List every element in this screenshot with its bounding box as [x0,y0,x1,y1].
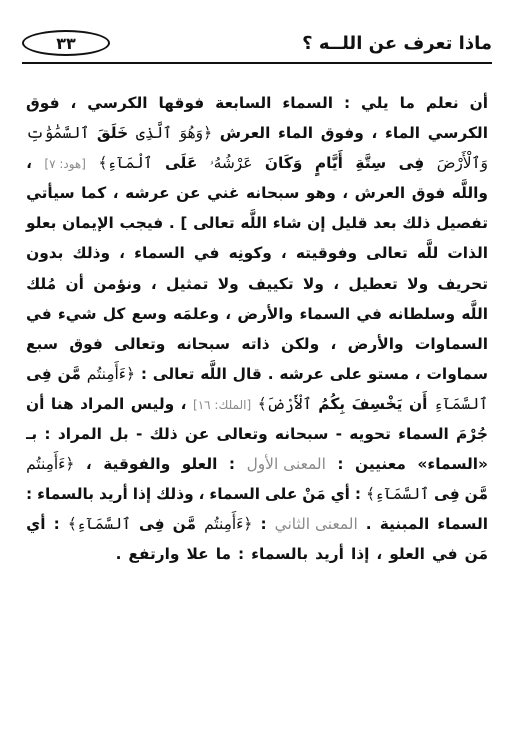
word: شاء [272,214,302,233]
word: مستو [367,364,409,383]
word: ، [26,154,32,173]
word: : [44,425,51,444]
text-line [26,118,488,148]
word: فِى [138,515,165,534]
word: السابعة [215,94,272,112]
word: : [53,515,60,534]
word: اللَّه [461,304,488,323]
word: ، [371,124,378,143]
word: ذلك [149,425,178,444]
word: بِكُمُ [318,394,346,413]
word: ] [180,214,188,233]
word: غني [207,184,240,203]
word: : [238,545,245,564]
word: : [140,364,147,383]
word: ٱلسَّمَآءِ [433,394,488,413]
word: المعنى الأول [246,455,326,474]
word: ، [119,244,126,263]
word: مُلك [26,274,57,293]
word: [هود: ٧] [44,157,86,172]
word: وفوق [320,124,364,143]
word: العرش [354,184,406,203]
word: . [168,214,175,233]
word: ، [180,394,187,413]
word: جُرْمَ [456,425,488,444]
text-line [26,389,488,419]
word: بعد [373,214,397,233]
word: هنا [50,394,74,413]
word: ﴿ءَأَمِنتُم [86,364,136,383]
word: كما [81,184,107,203]
word: شيء [57,304,97,323]
word: العلو [389,545,425,564]
word: عَرْشُهُۥ [209,154,253,173]
word: أن [469,94,488,112]
word: وسلطانه [388,304,456,323]
word: تمثيل [166,274,209,293]
word: أريد [98,485,128,504]
word: تفصيل [435,214,488,233]
word: ﴿ءَأَمِنتُم [26,455,75,474]
word: ٱلْمَآءِ﴾ [98,154,153,173]
word: السماء [299,304,351,323]
text-line [26,329,488,359]
word: فيجب [119,214,164,233]
word: مَّن [57,364,81,383]
word: السماء [398,425,449,444]
word: تعطيل [348,274,398,293]
word: تعالى [366,244,408,263]
word: في [431,545,458,564]
word: ما [215,545,232,564]
word: المراد [80,394,125,413]
word: بعلو [26,214,57,233]
word: أي [330,485,350,504]
word: سيأتي [26,184,75,203]
word: وتعالى [216,425,268,444]
text-line [26,178,488,208]
word: عرشه [125,184,170,203]
word: ، [198,485,205,504]
word: وهو [305,184,336,203]
word: إن [307,214,326,233]
word: تكييف [248,274,294,293]
word: عرشه [279,364,324,383]
word: : [354,485,362,504]
word: سبحانه [245,184,300,203]
text-line [26,359,488,389]
body-text [26,88,488,570]
text-line [26,449,488,479]
word: أي [26,515,46,534]
word: سِتَّةِ [355,154,387,173]
word: وكونِه [228,244,272,263]
word: اللَّه [240,214,268,233]
word: سبحانه [274,425,329,444]
word: : [260,515,267,534]
text-line [26,238,488,268]
word: وتعالى [114,334,166,353]
word: ولا [302,274,324,293]
word: قال [232,364,262,383]
word: ، [342,184,349,203]
word: تحويه [349,425,391,444]
word: كل [102,304,126,323]
word: عن [184,425,210,444]
word: مَّن [464,485,488,504]
word: أَيَّامٍ [314,154,343,173]
word: سماوات [426,364,488,383]
word: السماوات [414,334,488,353]
word: فوق [411,184,446,203]
word: الكرسي [427,124,488,143]
page-header [22,26,492,60]
word: : [26,485,33,504]
word: الإيمان [62,214,114,233]
word: ﴿ءَأَمِنتُم [204,515,253,534]
word: ما [399,94,415,112]
word: وذلك [72,244,111,263]
word: بل [109,425,129,444]
word: تعالى [152,364,195,383]
text-line [26,479,488,509]
word: الذات [447,244,488,263]
text-line [26,419,488,449]
word: في [356,304,383,323]
word: . [115,545,122,564]
word: فوقها [158,94,205,112]
word: اللَّه [200,364,227,383]
word: أن [65,274,84,293]
text-line [26,509,488,539]
word: ، [85,455,92,474]
word: نعلم [425,94,459,112]
word: المراد [57,425,102,444]
word: بـ [26,425,38,444]
word: ، [376,545,383,564]
word: أن [26,394,45,413]
word: ﴿وَهُوَ [179,124,213,143]
word: واللَّه [451,184,488,203]
word: ٱلْأَرْضَ﴾ [257,394,312,413]
word: ، [280,244,287,263]
word: سبحانه [176,334,231,353]
word: ذاته [241,334,270,353]
word: : [228,455,236,474]
word: المبنية [379,515,430,534]
word: فِى [398,154,425,173]
word: فِى [434,485,460,504]
word: خَلَقَ [96,124,129,143]
word: عن [176,184,201,203]
word: . [267,364,274,383]
word: وسع [131,304,167,323]
word: إذا [132,485,152,504]
word: عَلَى [164,154,198,173]
word: ٱلسَّمَآءِ﴾ [365,485,430,504]
word: فوق [69,334,103,353]
word: على [264,485,298,504]
word: وَٱلْأَرْضَ [436,154,488,173]
word: ٱلسَّمَٰوَٰتِ [26,124,90,143]
word: تحريف [437,274,488,293]
word: السماء [134,244,185,263]
word: الكرسي [87,94,148,112]
word: بالسماء [37,485,95,504]
word: [الملك: ١٦] [193,397,252,412]
running-title: ماذا تعرف عن اللــه ؟ [302,32,492,54]
word: وليس [130,394,175,413]
text-line [26,208,488,238]
word: للَّه [416,244,439,263]
word: إذا [350,545,370,564]
text-line [26,148,488,178]
word: والأرض [347,334,404,353]
word: معنيين [355,455,406,474]
word: ، [330,334,337,353]
word: - [135,425,143,444]
word: ، [112,184,119,203]
word: مَنْ [302,485,326,504]
word: المعنى الثاني [274,515,358,534]
page-number: ٣٣ [22,30,110,56]
text-line [26,269,488,299]
word: سبع [26,334,58,353]
word: السماء [209,485,261,504]
word: - [335,425,342,444]
word: الماء [278,124,314,143]
word: أريد [315,545,344,564]
word: ولا [407,274,429,293]
word: ، [225,304,232,323]
word: وعلمَه [173,304,220,323]
word: علا [186,545,209,564]
word: فِى [26,364,52,383]
word: مَّن [172,515,197,534]
word: العرش [219,124,271,143]
word: ولا [217,274,239,293]
header-rule [22,62,492,64]
word: وارتفع [128,545,180,564]
word: والفوقية [103,455,171,474]
text-line [26,88,488,118]
word: وذلك [156,485,194,504]
word: أَن [408,394,428,413]
word: السماء [437,515,488,534]
word: وفوقيته [295,244,358,263]
word: بالسماء [251,545,309,564]
word: والأرض [237,304,294,323]
word: ، [70,94,77,112]
word: على [329,364,363,383]
word: : [343,94,351,112]
word: مَن [464,545,488,564]
text-line [26,539,488,569]
text-line [26,299,488,329]
word: تعالى [193,214,235,233]
word: ٱلَّذِى [135,124,172,143]
word: فوق [26,94,60,112]
word: العلو [181,455,218,474]
word: يَخْسِفَ [351,394,403,413]
word: ٱلسَّمَآءِ﴾ [67,515,131,534]
word: السماء [282,94,334,112]
word: . [365,515,372,534]
word: : [337,455,344,474]
word: ، [414,364,421,383]
word: قليل [331,214,368,233]
word: ولكن [281,334,320,353]
word: وَكَانَ [264,154,303,173]
word: ، [150,274,157,293]
word: «السماء» [417,455,488,474]
word: يلي [361,94,389,112]
word: ذلك [402,214,431,233]
word: ، [333,274,340,293]
word: في [193,244,220,263]
word: في [26,304,52,323]
word: ونؤمن [93,274,142,293]
word: الماء [385,124,421,143]
word: بدون [26,244,64,263]
